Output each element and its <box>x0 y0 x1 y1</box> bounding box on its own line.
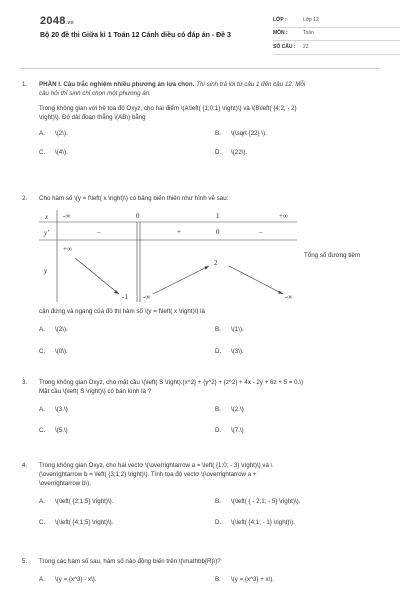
yprime-sign: – <box>259 228 263 236</box>
answer-options <box>39 498 374 536</box>
answer-options <box>39 576 374 588</box>
option-a[interactable]: A. \(3.\) <box>39 405 68 413</box>
y-value: -1 <box>122 293 128 301</box>
document-header <box>20 0 380 62</box>
question-text: Trong các hàm số sau, hàm số nào đồng biến trên \(\mathbb{R}\)? <box>39 558 221 565</box>
option-b[interactable]: B. \(\sqrt {22} \). <box>215 129 267 137</box>
variation-table <box>39 210 297 302</box>
meta-key: MÔN : <box>273 30 288 37</box>
question-2-continued <box>22 308 374 364</box>
question-text: Mặt cầu \(\left( S \right)\) có bán kính là ? <box>39 387 152 395</box>
question-number: 2. <box>22 195 28 202</box>
question-text: Trong không gian Oxyz, cho hai vectơ \(\overrightarrow a = \left( {1;0; - 3} \right)\) và \ <box>39 462 273 469</box>
site-logo[interactable] <box>40 14 74 30</box>
question-number: 1. <box>22 81 28 88</box>
question-text: (\overrightarrow b = \left( {3;1;2} \right)\). Tính tọa độ vectơ \(\overrightarrow a + <box>39 470 257 478</box>
question-2 <box>22 195 374 204</box>
option-d[interactable]: D. \(22\). <box>215 148 248 156</box>
y-value: +∞ <box>63 245 72 253</box>
option-a[interactable]: A. \(\left( {2;1;5} \right)\). <box>39 497 114 505</box>
question-text-side: Tổng số đường tiệm <box>304 252 361 259</box>
question-text: cận đứng và ngang của đồ thị hàm số \(y = f\left( x \right)\) là <box>39 308 205 315</box>
section-heading: PHẦN I. Câu trắc nghiệm nhiều phương án lựa chọn. <box>39 81 195 88</box>
answer-options <box>39 130 374 168</box>
option-b[interactable]: B. \(y = {x^3} + x\). <box>215 575 275 583</box>
option-d[interactable]: D. \(7.\) <box>215 426 244 434</box>
y-value: -∞ <box>143 293 151 301</box>
option-d[interactable]: D. \(3\). <box>215 347 244 355</box>
x-value: 0 <box>136 212 140 220</box>
document-title: Bộ 20 đề thi Giữa kì 1 Toán 12 Cánh diều có đáp án - Đề 3 <box>40 32 231 39</box>
section-instructions <box>39 81 374 90</box>
meta-value: Toán <box>303 30 314 37</box>
answer-options <box>39 406 374 444</box>
question-1 <box>22 81 374 168</box>
yprime-zero: 0 <box>216 228 220 236</box>
section-instructions-tail: Thí sinh trả lời từ câu 1 đến câu 12. Mỗi <box>196 81 306 88</box>
x-value: +∞ <box>279 212 288 220</box>
table-x-label: x <box>45 213 49 221</box>
meta-value: Lớp 12 <box>303 16 319 23</box>
option-b[interactable]: B. \(\left( { - 2;1; - 5} \right)\). <box>215 497 301 505</box>
question-number: 4. <box>22 462 28 469</box>
option-c[interactable]: C. \(0\). <box>39 347 68 355</box>
meta-row-class <box>273 14 400 28</box>
option-d[interactable]: D. \(\left( {4;1; - 1} \right)\). <box>215 518 295 526</box>
yprime-sign: – <box>97 228 101 236</box>
logo-text: 2048 <box>40 15 66 27</box>
meta-key: SỐ CÂU : <box>273 43 296 50</box>
x-value: -∞ <box>63 212 71 220</box>
table-yprime-label: y' <box>44 229 49 237</box>
meta-row-count <box>273 41 400 55</box>
y-value: -∞ <box>285 293 293 301</box>
question-text: \overrightarrow b\). <box>39 479 91 487</box>
option-b[interactable]: B. \(2.\) <box>215 405 244 413</box>
meta-key: LỚP : <box>273 16 287 23</box>
question-text: Cho hàm số \(y = f\left( x \right)\) có bảng biến thiên như hình vẽ sau: <box>39 195 229 202</box>
question-text: \right)\). Độ dài đoạn thẳng \(AB\) bằng <box>39 113 146 121</box>
x-value: 1 <box>216 212 220 220</box>
question-4 <box>22 462 374 536</box>
meta-value: 22 <box>303 43 309 50</box>
question-number: 5. <box>22 558 28 565</box>
question-5 <box>22 558 374 588</box>
question-number: 3. <box>22 379 28 386</box>
y-value: 2 <box>214 259 218 267</box>
variation-arrows <box>75 258 283 294</box>
option-c[interactable]: C. \(4\). <box>39 148 68 156</box>
meta-row-subject <box>273 28 400 42</box>
option-a[interactable]: A. \(y = {x^3} - x\). <box>39 575 97 583</box>
header-divider <box>20 68 380 69</box>
table-y-label: y <box>44 267 48 275</box>
question-text: Trong không gian Oxyz, cho mặt cầu \(\left( S \right):{x^2} + {y^2} + {z^2} + 4x - 2y + 6z + 5 = 0.\) <box>39 379 304 386</box>
question-text: Trong không gian với hệ tọa độ Oxyz, cho hai điểm \(A\left( {1;0;1} \right)\) và \(B\left( {4;2; - 2} <box>39 104 297 112</box>
option-b[interactable]: B. \(1\). <box>215 325 244 333</box>
option-c[interactable]: C. \(5.\) <box>39 426 68 434</box>
option-a[interactable]: A. \(2\). <box>39 129 68 137</box>
variation-table-lines <box>39 210 297 302</box>
logo-suffix: .vn <box>65 20 74 26</box>
answer-options <box>39 326 374 364</box>
option-c[interactable]: C. \(\left( {4;1;5} \right)\). <box>39 518 114 526</box>
question-3 <box>22 379 374 444</box>
yprime-sign: + <box>177 228 181 236</box>
section-instructions-line2: câu hỏi thí sinh chỉ chọn một phương án. <box>39 89 151 97</box>
meta-panel <box>273 14 400 55</box>
option-a[interactable]: A. \(2\). <box>39 325 68 333</box>
